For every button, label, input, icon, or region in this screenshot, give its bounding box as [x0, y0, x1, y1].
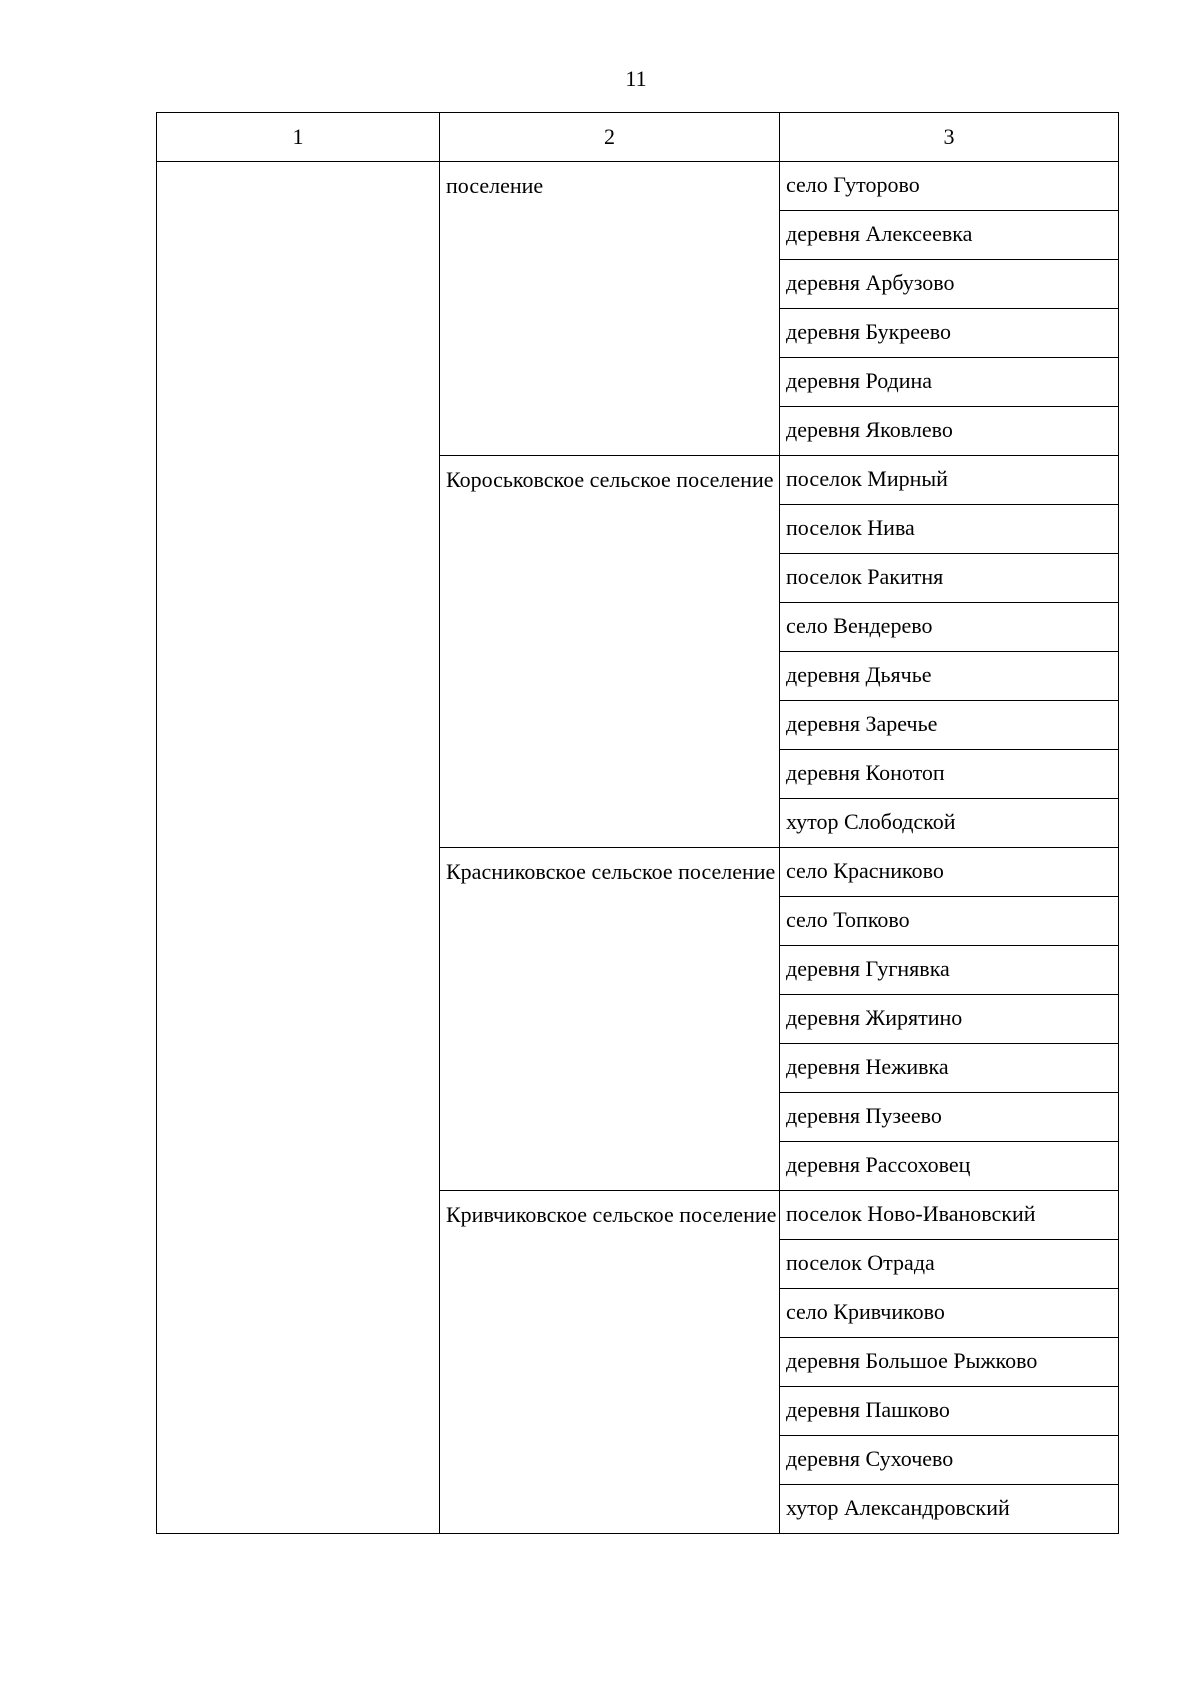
locality-cell: [780, 1436, 1119, 1485]
locality-name: деревня Букреево: [786, 319, 952, 344]
locality-cell: [780, 1142, 1119, 1191]
locality-name: деревня Дьячье: [786, 662, 932, 687]
locality-name: село Топково: [786, 907, 910, 932]
locality-cell: [780, 1044, 1119, 1093]
locality-cell: [780, 211, 1119, 260]
locality-name: деревня Рассоховец: [786, 1152, 971, 1177]
settlement-cell: [440, 162, 780, 456]
locality-name: деревня Неживка: [786, 1054, 949, 1079]
locality-cell: [780, 1485, 1119, 1534]
locality-cell: [780, 995, 1119, 1044]
locality-name: хутор Слободской: [786, 809, 956, 834]
locality-cell: [780, 260, 1119, 309]
table-row: [157, 162, 1119, 211]
locality-name: село Гуторово: [786, 172, 920, 197]
locality-cell: [780, 897, 1119, 946]
locality-name: поселок Нива: [786, 515, 915, 540]
locality-name: деревня Заречье: [786, 711, 938, 736]
locality-cell: [780, 1240, 1119, 1289]
locality-name: деревня Сухочево: [786, 1446, 954, 1471]
locality-cell: [780, 309, 1119, 358]
locality-name: деревня Родина: [786, 368, 933, 393]
locality-name: поселок Мирный: [786, 466, 948, 491]
column-header-2: 2: [440, 113, 780, 162]
settlement-cell: [440, 456, 780, 848]
table-body: [157, 162, 1119, 1534]
district-cell: [157, 162, 440, 1534]
table-header-row: [157, 113, 1119, 162]
locality-name: деревня Пашково: [786, 1397, 950, 1422]
locality-name: поселок Отрада: [786, 1250, 935, 1275]
locality-cell: [780, 1338, 1119, 1387]
settlement-name: Короськовское сельское поселение: [446, 467, 774, 492]
locality-cell: [780, 358, 1119, 407]
settlement-cell: [440, 848, 780, 1191]
locality-cell: [780, 554, 1119, 603]
locality-cell: [780, 1289, 1119, 1338]
settlement-name: поселение: [446, 173, 544, 198]
locality-cell: [780, 799, 1119, 848]
locality-cell: [780, 505, 1119, 554]
settlement-name: Кривчиковское сельское поселение: [446, 1202, 777, 1227]
locality-cell: [780, 162, 1119, 211]
page-number: 11: [625, 66, 647, 91]
locality-name: деревня Большое Рыжково: [786, 1348, 1038, 1373]
locality-cell: [780, 1387, 1119, 1436]
settlement-name: Красниковское сельское поселение: [446, 859, 776, 884]
locality-name: деревня Яковлево: [786, 417, 953, 442]
column-header-1: 1: [157, 113, 440, 162]
locality-cell: [780, 701, 1119, 750]
locality-name: деревня Пузеево: [786, 1103, 942, 1128]
locality-name: село Кривчиково: [786, 1299, 945, 1324]
locality-name: деревня Арбузово: [786, 270, 955, 295]
locality-name: деревня Конотоп: [786, 760, 945, 785]
locality-cell: [780, 603, 1119, 652]
settlements-table: [156, 112, 1119, 1534]
locality-cell: [780, 750, 1119, 799]
locality-cell: [780, 456, 1119, 505]
locality-name: село Красниково: [786, 858, 944, 883]
locality-name: деревня Гугнявка: [786, 956, 950, 981]
locality-cell: [780, 946, 1119, 995]
column-header-3: 3: [780, 113, 1119, 162]
locality-cell: [780, 1191, 1119, 1240]
locality-name: поселок Ракитня: [786, 564, 944, 589]
locality-cell: [780, 848, 1119, 897]
locality-cell: [780, 1093, 1119, 1142]
locality-name: деревня Жирятино: [786, 1005, 963, 1030]
locality-cell: [780, 652, 1119, 701]
locality-name: село Вендерево: [786, 613, 933, 638]
settlement-cell: [440, 1191, 780, 1534]
locality-cell: [780, 407, 1119, 456]
locality-name: деревня Алексеевка: [786, 221, 973, 246]
locality-name: хутор Александровский: [786, 1495, 1010, 1520]
locality-name: поселок Ново-Ивановский: [786, 1201, 1036, 1226]
